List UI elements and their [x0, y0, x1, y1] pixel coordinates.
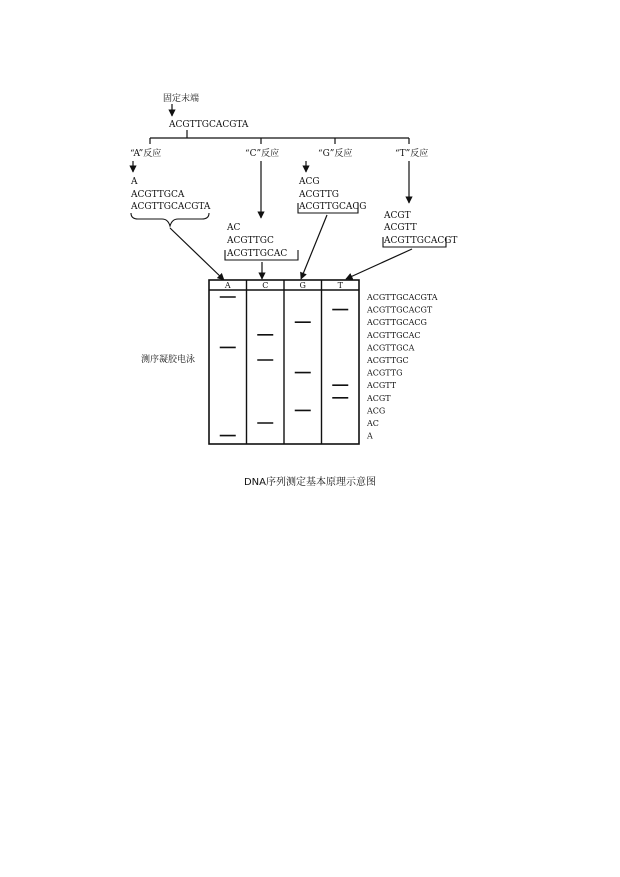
ladder-label: ACGTTGCACG: [367, 318, 427, 328]
fragment-a-1: A: [131, 177, 138, 187]
gel-lane-label-a: A: [224, 281, 231, 290]
reaction-label-a: “A”反应: [130, 149, 162, 159]
ladder-label: ACGTTGCACGT: [367, 305, 433, 315]
ladder-label: ACGTT: [367, 381, 397, 391]
to-gel-arrow-t: [346, 249, 412, 279]
reaction-label-c: “C”反应: [245, 149, 280, 159]
fragment-c-1: AC: [227, 223, 241, 233]
template-sequence: ACGTTGCACGTA: [169, 120, 249, 130]
to-gel-arrow-g: [301, 215, 327, 279]
ladder-label: ACGTTGC: [367, 356, 409, 365]
fragment-c-3: ACGTTGCAC: [227, 249, 288, 259]
gel-label: 测序凝胶电泳: [141, 355, 196, 365]
to-gel-arrow-a: [170, 228, 224, 280]
ladder-label: ACG: [367, 406, 386, 416]
fragment-t-3: ACGTTGCACGT: [384, 236, 458, 246]
fragment-g-2: ACGTTG: [299, 190, 339, 200]
fragment-t-1: ACGT: [384, 211, 411, 221]
fragment-c-2: ACGTTGC: [227, 236, 274, 246]
fragment-a-2: ACGTTGCA: [131, 190, 185, 200]
ladder-label: ACGTTGCACGTA: [367, 293, 438, 302]
gel-lane-label-t: T: [337, 281, 343, 290]
fragment-a-3: ACGTTGCACGTA: [131, 202, 211, 212]
ladder-label: AC: [367, 419, 379, 428]
reaction-label-g: “G”反应: [318, 149, 353, 159]
fragment-g-3: ACGTTGCACG: [299, 202, 367, 212]
ladder-label: A: [367, 431, 373, 441]
brace-a: [131, 213, 209, 226]
ladder-label: ACGTTGCA: [367, 343, 415, 353]
gel: [209, 280, 359, 444]
ladder-label: ACGT: [367, 393, 391, 403]
reaction-label-t: “T”反应: [395, 149, 429, 159]
ladder-label: ACGTTG: [367, 368, 403, 378]
fixed-end-label: 固定末端: [163, 94, 200, 104]
ladder-label: ACGTTGCAC: [367, 330, 421, 340]
caption: DNA序列测定基本原理示意图: [243, 477, 377, 488]
fragment-t-2: ACGTT: [384, 223, 417, 233]
fragment-g-1: ACG: [299, 177, 320, 187]
gel-lane-label-g: G: [299, 281, 306, 290]
gel-lane-label-c: C: [262, 281, 269, 290]
